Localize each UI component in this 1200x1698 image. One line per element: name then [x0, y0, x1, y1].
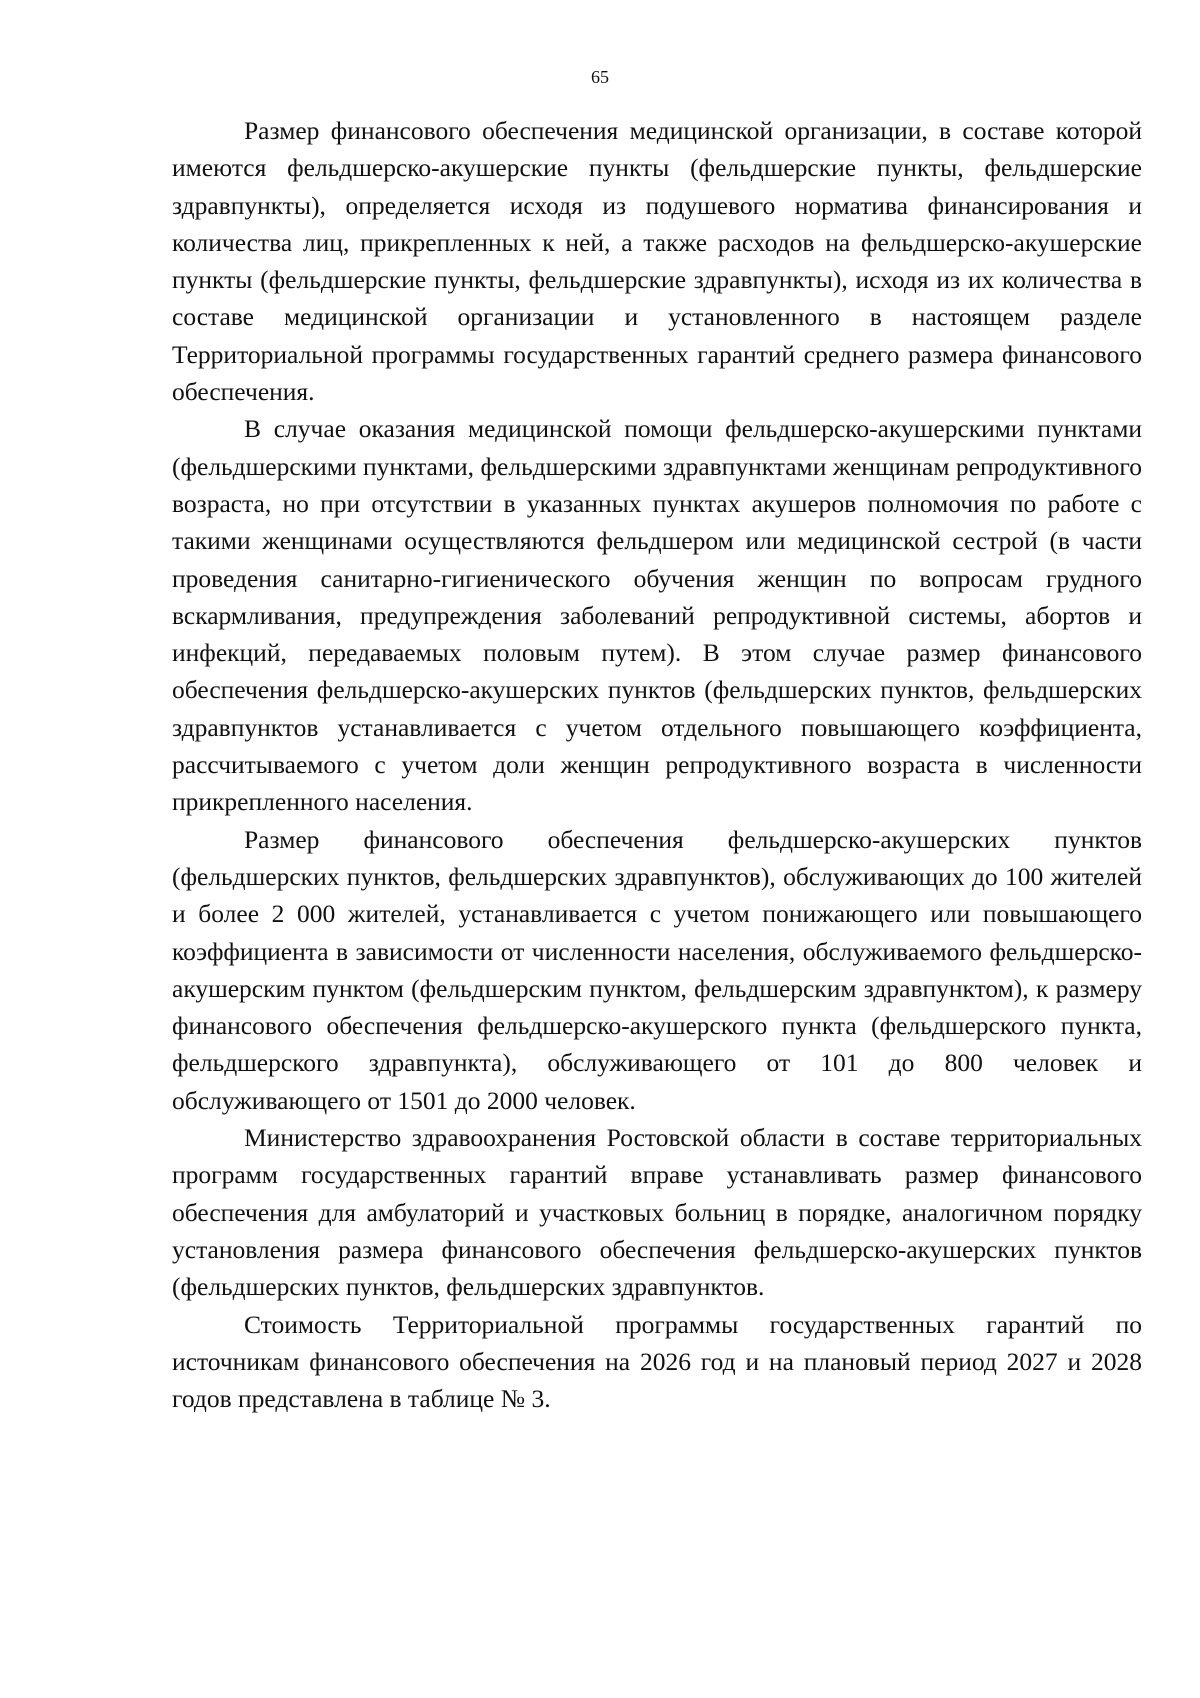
page-number: 65 — [591, 67, 609, 87]
paragraph-population-coefficient: Размер финансового обеспечения фельдшерско-акушерских пунктов (фельдшерских пунктов, фельдшерских здравпунктов), обслуживающих до 100 жителей и более 2 000 жителей, устанавливается с учетом понижающего или повышающего коэффициента в зависимости от численности населения, обслуживаемого фельдшерско-акушерским пунктом (фельдшерским пунктом, фельдшерским здравпунктом), к размеру финансового обеспечения фельдшерско-акушерского пункта (фельдшерского пункта, фельдшерского здравпункта), обслуживающего от 101 до 800 человек и обслуживающего от 1501 до 2000 человек. — [172, 824, 1142, 1115]
paragraph-fap-financing: Размер финансового обеспечения медицинской организации, в составе которой имеются фельдшерско-акушерские пункты (фельдшерские пункты, фельдшерские здравпункты), определяется исходя из подушевого норматива финансирования и количества лиц, прикрепленных к ней, а также расходов на фельдшерско-акушерские пункты (фельдшерские пункты, фельдшерские здравпункты), исходя из их количества в составе медицинской организации и установленного в настоящем разделе Территориальной программы государственных гарантий среднего размера финансового обеспечения. — [172, 116, 1142, 407]
paragraph-ministry-ambulatories: Министерство здравоохранения Ростовской области в составе территориальных программ государственных гарантий вправе устанавливать размер финансового обеспечения для амбулаторий и участковых больниц в порядке, аналогичном порядку установления размера финансового обеспечения фельдшерско-акушерских пунктов (фельдшерских пунктов, фельдшерских здравпунктов. — [172, 1123, 1142, 1302]
paragraph-reproductive-age-women: В случае оказания медицинской помощи фельдшерско-акушерскими пунктами (фельдшерскими пунктами, фельдшерскими здравпунктами женщинам репродуктивного возраста, но при отсутствии в указанных пунктах акушеров полномочия по работе с такими женщинами осуществляются фельдшером или медицинской сестрой (в части проведения санитарно-гигиенического обучения женщин по вопросам грудного вскармливания, предупреждения заболеваний репродуктивной системы, абортов и инфекций, передаваемых половым путем). В этом случае размер финансового обеспечения фельдшерско-акушерских пунктов (фельдшерских пунктов, фельдшерских здравпунктов устанавливается с учетом отдельного повышающего коэффициента, рассчитываемого с учетом доли женщин репродуктивного возраста в численности прикрепленного населения. — [172, 414, 1142, 817]
paragraph-program-cost-table-reference: Стоимость Территориальной программы государственных гарантий по источникам финансового обеспечения на 2026 год и на плановый период 2027 и 2028 годов представлена в таблице № 3. — [172, 1309, 1142, 1414]
document-body — [172, 112, 1142, 1417]
